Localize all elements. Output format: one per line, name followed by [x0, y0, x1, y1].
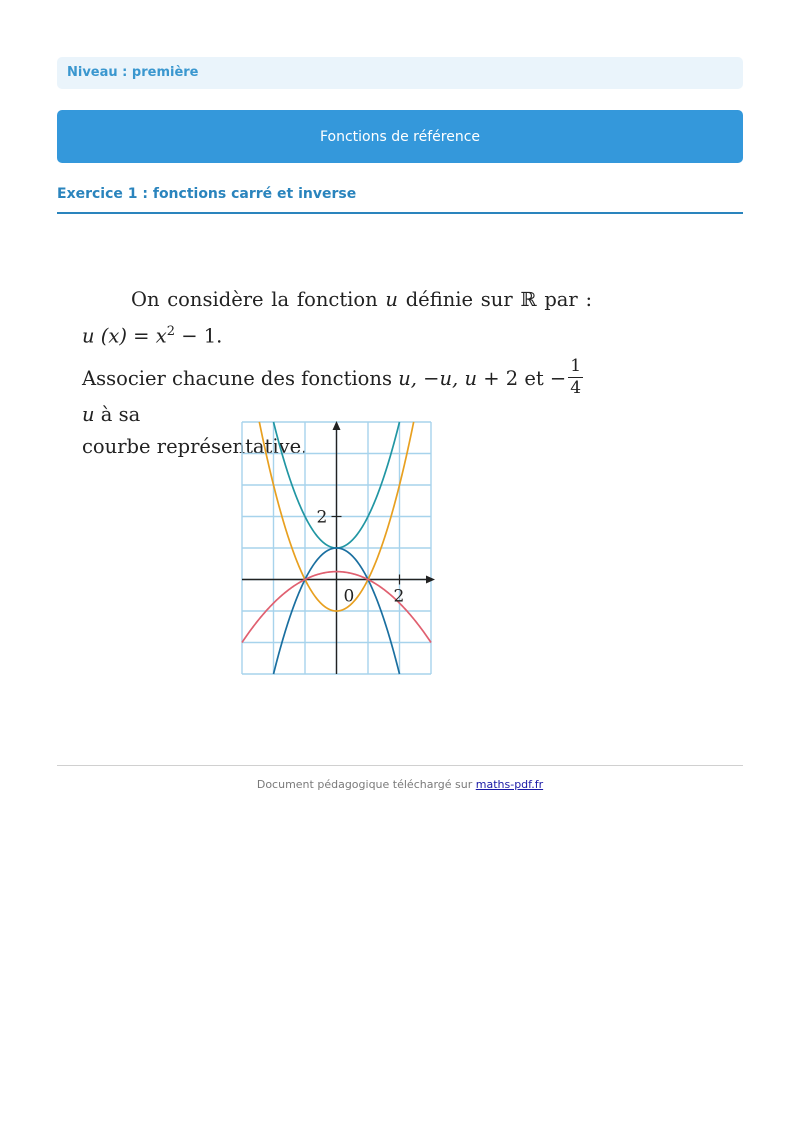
page-title-text: Fonctions de référence: [319, 128, 481, 145]
statement-text-1a: On considère la fonction: [131, 288, 378, 311]
origin-label: 0: [343, 586, 355, 607]
exercise-heading: Exercice 1 : fonctions carré et inverse: [57, 186, 743, 214]
statement-line-4: courbe représentative.: [82, 434, 308, 458]
formula-line: [82, 316, 592, 353]
statement-text-3a: Associer chacune des fonctions: [82, 366, 399, 390]
footer-divider: [57, 765, 743, 766]
function-name-2: u: [82, 402, 95, 426]
fraction-one-quarter: [568, 355, 583, 398]
statement-text-3c: à sa: [94, 402, 141, 426]
statement-text-1c: par :: [544, 288, 593, 311]
footer-link[interactable]: maths-pdf.fr: [475, 778, 544, 791]
functions-list: u, −u, u: [398, 366, 477, 390]
fraction-denominator: 4: [570, 377, 582, 398]
formula-base: x: [155, 324, 167, 348]
statement-text-3b: et −: [518, 366, 567, 390]
real-set-symbol: ℝ: [520, 288, 537, 311]
statement-text-1b: définie sur: [405, 288, 513, 311]
statement-line-1: [82, 284, 592, 316]
formula-lhs: u (x): [82, 324, 127, 348]
y-tick-label-2: 2: [316, 507, 328, 528]
formula-eq: =: [126, 324, 156, 348]
formula-rest: − 1.: [175, 324, 223, 348]
function-graph: [237, 418, 437, 680]
x-tick-label-2: 2: [393, 586, 405, 607]
function-name: u: [385, 288, 398, 311]
footer: [57, 778, 743, 791]
level-label: Niveau : première: [57, 57, 743, 89]
plus-two: + 2: [477, 366, 519, 390]
footer-text: Document pédagogique téléchargé sur: [256, 778, 476, 791]
page-title: [57, 110, 743, 163]
fraction-numerator: 1: [570, 355, 582, 376]
formula-exponent: 2: [166, 324, 176, 339]
